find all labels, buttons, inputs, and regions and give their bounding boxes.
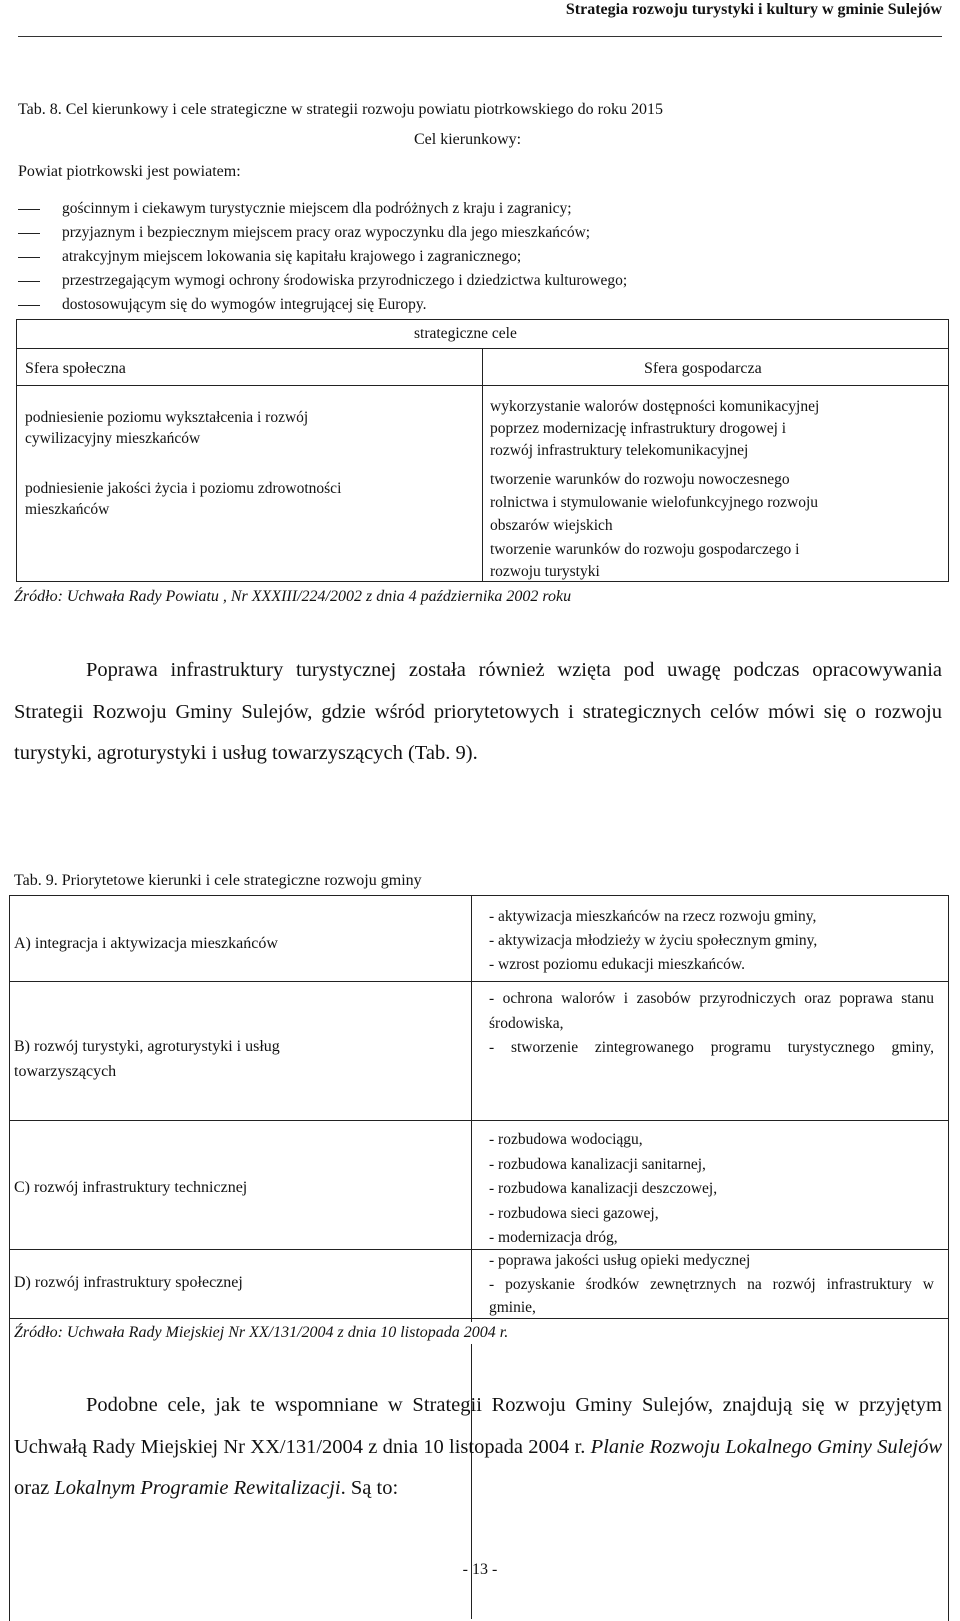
strategic-heading: strategiczne cele <box>414 325 517 342</box>
economic-goal: wykorzystanie walorów dostępności komunikacyjnej poprzez modernizację infrastruktury drogowej i rozwój infrastruktury telekomunikacyjnej <box>490 398 820 459</box>
table9-direction: A) integracja i aktywizacja mieszkańców <box>14 935 278 952</box>
table8-source: Źródło: Uchwała Rady Powiatu , Nr XXXIII/224/2002 z dnia 4 października 2002 roku <box>14 588 572 605</box>
economic-goal: tworzenie warunków do rozwoju nowoczesnego rolnictwa i stymulowanie wielofunkcyjnego rozwoju obszarów wiejskich <box>490 471 819 534</box>
table8-caption: Tab. 8. Cel kierunkowy i cele strategiczne w strategii rozwoju powiatu piotrkowskiego do roku 2015 <box>18 101 663 118</box>
table9-row-divider <box>9 1120 949 1121</box>
economic-goal: tworzenie warunków do rozwoju gospodarczego i rozwoju turystyki <box>490 541 800 580</box>
table9-goals: - rozbudowa wodociągu, - rozbudowa kanalizacji sanitarnej, - rozbudowa kanalizacji deszczowej, - rozbudowa sieci gazowej, - modernizacja dróg, <box>489 1131 718 1246</box>
table8-intro: Powiat piotrkowski jest powiatem: <box>18 163 241 180</box>
header-rule <box>18 36 942 37</box>
table9-direction: C) rozwój infrastruktury technicznej <box>14 1179 248 1196</box>
dash-bullet <box>18 305 40 306</box>
dash-bullet <box>18 281 40 282</box>
table8-column-divider <box>482 348 483 582</box>
table9-direction: B) rozwój turystyki, agroturystyki i usług towarzyszących <box>14 1038 280 1080</box>
table9-source: Źródło: Uchwała Rady Miejskiej Nr XX/131/2004 z dnia 10 listopada 2004 r. <box>14 1322 508 1344</box>
table9-caption: Tab. 9. Priorytetowe kierunki i cele strategiczne rozwoju gminy <box>14 872 422 889</box>
body-paragraph: Poprawa infrastruktury turystycznej została również wzięta pod uwagę podczas opracowywania Strategii Rozwoju Gminy Sulejów, gdzie wśród priorytetowych i strategicznych celów mówi się o rozwoju turystyki, agroturystyki i usług towarzyszących (Tab. 9). <box>14 659 942 764</box>
running-header: Strategia rozwoju turystyki i kultury w gminie Sulejów <box>565 1 942 18</box>
social-goal: podniesienie jakości życia i poziomu zdrowotności mieszkańców <box>25 480 342 518</box>
table9-row-divider <box>9 981 949 982</box>
dash-bullet <box>18 233 40 234</box>
table8-goal-heading: Cel kierunkowy: <box>414 131 522 148</box>
body-paragraph: Podobne cele, jak te wspomniane w Strategii Rozwoju Gminy Sulejów, znajdują się w przyjętym Uchwałą Rady Miejskiej Nr XX/131/2004 z dnia 10 listopada 2004 r. Planie Rozwoju Lokalnego Gminy Sulejów oraz Lokalnym Programie Rewitalizacji. Są to: <box>14 1394 943 1499</box>
dash-bullet <box>18 257 40 258</box>
table9-goals: - poprawa jakości usług opieki medycznej - pozyskanie środków zewnętrznych na rozwój infrastruktury w gminie, <box>489 1252 934 1316</box>
table9-column-divider <box>471 895 472 1619</box>
economic-sphere-heading: Sfera gospodarcza <box>644 360 762 377</box>
social-sphere-heading: Sfera społeczna <box>25 360 126 377</box>
table9-direction: D) rozwój infrastruktury społecznej <box>14 1274 243 1291</box>
table9-goals: - aktywizacja mieszkańców na rzecz rozwoju gminy, - aktywizacja młodzieży w życiu społecznym gminy, - wzrost poziomu edukacji mieszkańców. <box>489 908 818 973</box>
page-number: - 13 - <box>462 1561 498 1578</box>
table9-goals: - ochrona walorów i zasobów przyrodniczych oraz poprawa stanu środowiska, - stworzenie zintegrowanego programu turystycznego gminy, <box>489 990 934 1056</box>
social-goal: podniesienie poziomu wykształcenia i rozwój cywilizacyjny mieszkańców <box>25 409 309 447</box>
dash-bullet <box>18 209 40 210</box>
